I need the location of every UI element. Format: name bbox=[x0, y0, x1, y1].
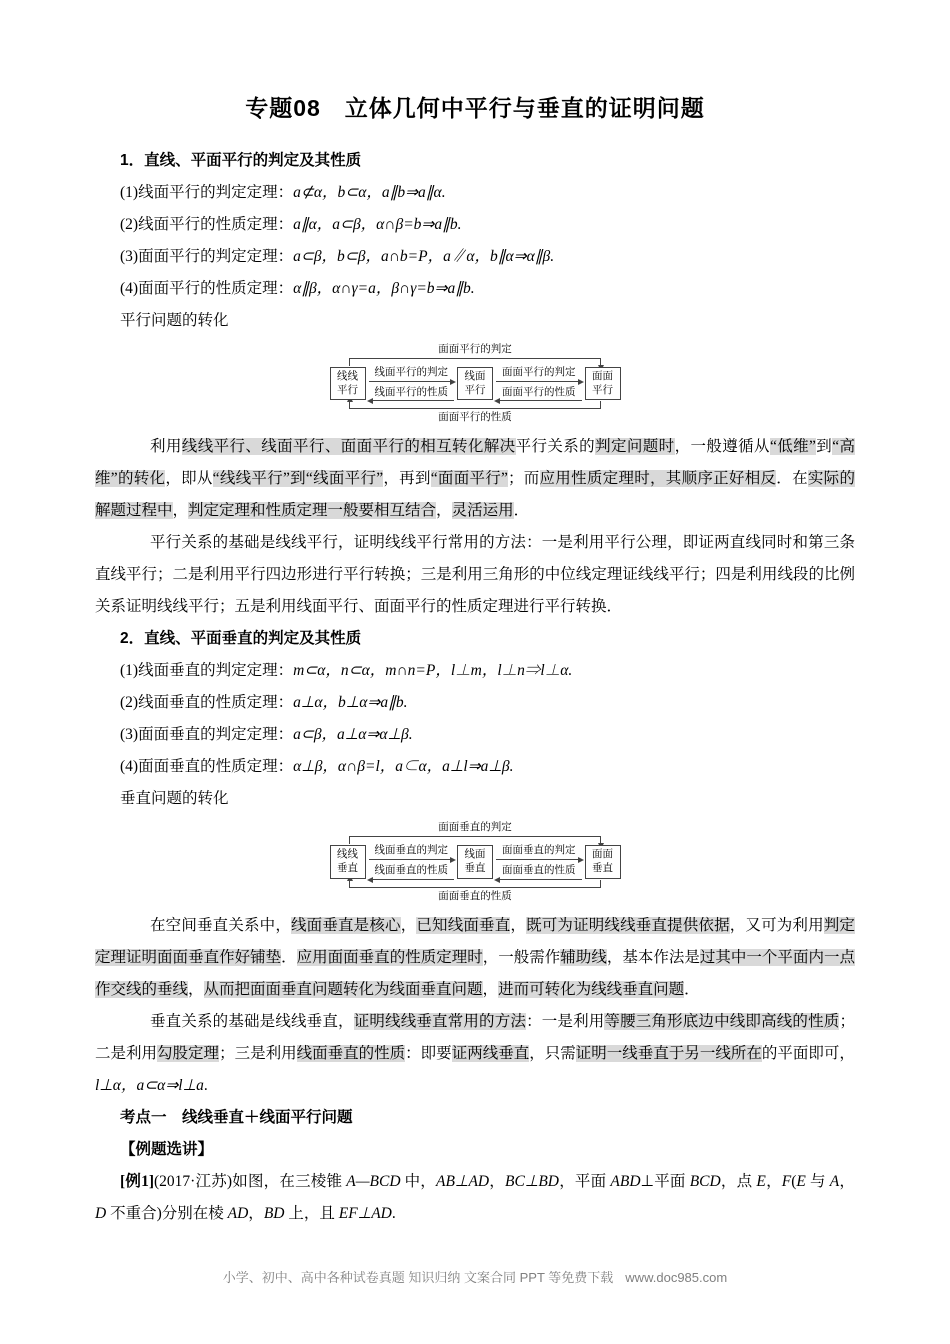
text-segment: 实际的解题过程中 bbox=[95, 470, 855, 520]
text-segment: 平行关系的基础是线线平行，证明线线平行常用的方法：一是利用平行公理，即证两直线同时和第三条直线平行；二是利用平行四边形进行平行转换；三是利用三角形的中位线定理证线线平行；四是利用线段的比例关系证明线线平行；五是利用线面平行、面面平行的性质定理进行平行转换． bbox=[95, 534, 855, 616]
text-segment: 进而可转化为线线垂直问题 bbox=[498, 980, 685, 998]
section1-heading: 1．直线、平面平行的判定及其性质 bbox=[120, 152, 362, 169]
diagram-arrow-label: 面面垂直的判定 bbox=[496, 844, 582, 860]
theorem-item-4 bbox=[120, 273, 855, 305]
text-segment: 过其中一个平面内一点作交线的垂线 bbox=[95, 948, 855, 998]
theorem-formula: α⊥β，α∩β=l，a⊂α，a⊥l⇒a⊥β. bbox=[293, 758, 514, 776]
text-segment: 应用面面垂直的性质定理时 bbox=[296, 948, 483, 966]
text-segment: ， bbox=[400, 916, 417, 934]
page-footer bbox=[0, 1267, 950, 1286]
parallel-methods-paragraph bbox=[95, 527, 855, 623]
text-segment: 判定问题时 bbox=[595, 438, 675, 456]
text-segment: ， bbox=[188, 980, 204, 998]
text-segment: . bbox=[203, 1076, 208, 1094]
diagram-mid-group bbox=[369, 366, 455, 401]
text-segment: ，只需 bbox=[529, 1044, 576, 1062]
perpendicular-methods-paragraph bbox=[95, 1006, 855, 1102]
diagram-top-label: 面面垂直的判定 bbox=[438, 821, 512, 834]
page-title: 专题08 立体几何中平行与垂直的证明问题 bbox=[245, 95, 705, 121]
text-segment: 在空间垂直关系中， bbox=[150, 916, 292, 934]
text-segment: ，平面 bbox=[559, 1172, 611, 1190]
text-segment: ， bbox=[489, 1172, 506, 1190]
text-segment: 利用 bbox=[150, 438, 182, 456]
text-segment: ；二是利用 bbox=[95, 1012, 855, 1062]
text-segment: 应用性质定理时，其顺序正好相反 bbox=[539, 470, 777, 488]
text-segment: ， bbox=[839, 1172, 855, 1190]
text-segment: 线面垂直是核心 bbox=[291, 916, 401, 934]
math-expression: EF⊥AD bbox=[338, 1204, 392, 1222]
theorem-item-4 bbox=[120, 751, 855, 783]
theorem-item-1 bbox=[120, 177, 855, 209]
perpendicular-conversion-diagram bbox=[325, 820, 625, 903]
theorem-item-1 bbox=[120, 655, 855, 687]
diagram-top-label: 面面平行的判定 bbox=[438, 343, 512, 355]
math-expression: ABD bbox=[610, 1172, 641, 1190]
text-segment: 等腰三角形底边中线即高线的性质 bbox=[604, 1012, 840, 1030]
text-segment: ，即从 bbox=[165, 470, 213, 488]
text-segment: ⊥平面 bbox=[640, 1172, 690, 1190]
theorem-item-3 bbox=[120, 719, 855, 751]
text-segment: ， bbox=[765, 1172, 782, 1190]
diagram-bottom-arrow bbox=[349, 880, 601, 888]
text-segment: 证明面面垂直作好铺垫 bbox=[126, 948, 282, 966]
text-segment: (2017·江苏)如图，在三棱锥 bbox=[153, 1172, 347, 1190]
math-expression: E bbox=[796, 1172, 806, 1190]
footer-url: www.doc985.com bbox=[625, 1270, 728, 1285]
text-segment: ，再到 bbox=[383, 470, 431, 488]
theorem-item-2 bbox=[120, 687, 855, 719]
math-expression: AB⊥AD bbox=[436, 1172, 490, 1190]
text-segment: 证两线垂直 bbox=[451, 1044, 530, 1062]
text-segment: ，一般遵循从 bbox=[674, 438, 770, 456]
text-segment: 证明线线垂直常用的方法 bbox=[353, 1012, 527, 1030]
text-segment: 判定定理和性质定理一般要相互结合 bbox=[188, 502, 437, 520]
text-segment: . bbox=[391, 1204, 396, 1222]
text-segment: ． bbox=[513, 502, 530, 520]
text-segment: 线线平行、线面平行、面面平行的相互转化解决 bbox=[181, 438, 516, 456]
text-segment: ；三是利用 bbox=[219, 1044, 297, 1062]
text-segment: 灵活运用 bbox=[451, 502, 514, 520]
theorem-formula: a⊥α，b⊥α⇒a∥b. bbox=[293, 694, 408, 712]
theorem-label: (4)面面平行的性质定理： bbox=[120, 280, 294, 297]
section2-heading: 2．直线、平面垂直的判定及其性质 bbox=[120, 630, 362, 648]
text-segment: 到 bbox=[815, 438, 833, 456]
text-segment: 辅助线 bbox=[560, 948, 607, 966]
text-segment: 中， bbox=[400, 1172, 436, 1190]
text-segment: ：一是利用 bbox=[526, 1012, 605, 1030]
theorem-formula: a∥α，a⊂β，α∩β=b⇒a∥b. bbox=[293, 216, 462, 233]
text-segment: ，基本作法是 bbox=[606, 948, 700, 966]
diagram-arrow-label: 线面垂直的判定 bbox=[369, 844, 455, 860]
theorem-formula: m⊂α，n⊂α，m∩n=P，l⊥m，l⊥n⇒l⊥α. bbox=[293, 662, 573, 680]
text-segment: 既可为证明线线垂直提供依据 bbox=[526, 916, 730, 934]
text-segment: ( bbox=[791, 1172, 797, 1190]
text-segment: 上，且 bbox=[284, 1204, 339, 1222]
theorem-formula: a⊄α，b⊂α，a∥b⇒a∥α. bbox=[293, 184, 446, 201]
theorem-label: (3)面面平行的判定定理： bbox=[120, 248, 294, 265]
text-segment: ， bbox=[172, 502, 189, 520]
math-expression: D bbox=[95, 1204, 107, 1222]
diagram-arrow-label: 面面垂直的性质 bbox=[496, 864, 582, 880]
diagram-bottom-arrow bbox=[349, 401, 601, 409]
diagram-box-line-plane: 线面平行 bbox=[457, 367, 493, 400]
diagram-arrow-label: 面面平行的判定 bbox=[496, 366, 582, 382]
text-segment: 勾股定理 bbox=[157, 1044, 220, 1062]
perpendicular-note-paragraph bbox=[95, 910, 855, 1006]
text-segment: 平行关系的 bbox=[515, 438, 596, 456]
math-expression: BCD bbox=[689, 1172, 721, 1190]
math-expression: A bbox=[829, 1172, 840, 1190]
diagram-mid-group bbox=[496, 366, 582, 401]
theorem-formula: a⊂β，b⊂β，a∩b=P，a∥α，b∥α⇒α∥β. bbox=[293, 248, 555, 265]
diagram-mid-group bbox=[496, 844, 582, 879]
math-expression: BD bbox=[263, 1204, 285, 1222]
text-segment: ， bbox=[510, 916, 527, 934]
text-segment: 从而把面面垂直问题转化为线面垂直问题 bbox=[203, 980, 483, 998]
math-expression: AD bbox=[227, 1204, 249, 1222]
parallel-transition-label: 平行问题的转化 bbox=[120, 312, 229, 329]
theorem-label: (4)面面垂直的性质定理： bbox=[120, 758, 294, 776]
footer-text: 小学、初中、高中各种试卷真题 知识归纳 文案合同 PPT 等免费下载 bbox=[222, 1270, 614, 1285]
math-expression: A—BCD bbox=[346, 1172, 401, 1190]
exam-point-heading: 考点一 线线垂直＋线面平行问题 bbox=[120, 1108, 353, 1126]
text-segment: 的平面即可， bbox=[761, 1044, 855, 1062]
theorem-formula: a⊂β，a⊥α⇒α⊥β. bbox=[293, 726, 413, 744]
text-segment: ． bbox=[684, 980, 700, 998]
diagram-box-line-plane: 线面垂直 bbox=[457, 845, 493, 878]
diagram-arrow-label: 线面平行的性质 bbox=[369, 386, 455, 402]
theorem-label: (1)线面平行的判定定理： bbox=[120, 184, 294, 201]
text-segment: [例1] bbox=[120, 1172, 154, 1190]
diagram-box-line-line: 线线垂直 bbox=[330, 845, 366, 878]
text-segment: “线线平行”到“线面平行” bbox=[212, 470, 384, 488]
diagram-row bbox=[325, 844, 625, 879]
theorem-label: (3)面面垂直的判定定理： bbox=[120, 726, 294, 744]
text-segment: 垂直关系的基础是线线垂直， bbox=[150, 1012, 354, 1030]
math-expression: F bbox=[781, 1172, 792, 1190]
document-content bbox=[95, 145, 855, 1230]
diagram-bottom-label: 面面平行的性质 bbox=[438, 411, 512, 424]
text-segment: 证明一线垂直于另一线所在 bbox=[575, 1044, 762, 1062]
theorem-label: (1)线面垂直的判定定理： bbox=[120, 662, 294, 680]
text-segment: ， bbox=[436, 502, 452, 520]
parallel-note-paragraph bbox=[95, 431, 855, 527]
diagram-box-line-line: 线线平行 bbox=[330, 367, 366, 400]
perpendicular-transition-label: 垂直问题的转化 bbox=[120, 790, 229, 808]
diagram-arrow-label: 线面垂直的性质 bbox=[369, 864, 455, 880]
text-segment: 与 bbox=[805, 1172, 830, 1190]
math-expression: BC⊥BD bbox=[505, 1172, 559, 1190]
diagram-mid-group bbox=[369, 844, 455, 879]
diagram-box-plane-plane: 面面平行 bbox=[585, 367, 621, 400]
diagram-top-arrow bbox=[349, 358, 601, 366]
example-selection-heading: 【例题选讲】 bbox=[120, 1140, 214, 1158]
text-segment: ． bbox=[281, 948, 297, 966]
theorem-label: (2)线面垂直的性质定理： bbox=[120, 694, 294, 712]
diagram-bottom-label: 面面垂直的性质 bbox=[438, 889, 512, 902]
example1-paragraph bbox=[95, 1166, 855, 1230]
math-expression: l⊥α，a⊂α⇒l⊥a bbox=[95, 1076, 204, 1094]
text-segment: ．在 bbox=[776, 470, 808, 488]
theorem-formula: α∥β，α∩γ=a，β∩γ=b⇒a∥b. bbox=[293, 280, 475, 297]
diagram-box-plane-plane: 面面垂直 bbox=[585, 845, 621, 878]
text-segment: 不重合)分别在棱 bbox=[106, 1204, 228, 1222]
text-segment: 已知线面垂直 bbox=[416, 916, 511, 934]
theorem-item-2 bbox=[120, 209, 855, 241]
text-segment: ，一般需作 bbox=[482, 948, 561, 966]
text-segment: ，点 bbox=[720, 1172, 757, 1190]
text-segment: ，又可为利用 bbox=[729, 916, 824, 934]
math-expression: E bbox=[756, 1172, 766, 1190]
text-segment: ；而 bbox=[507, 470, 540, 488]
text-segment: ， bbox=[482, 980, 499, 998]
theorem-label: (2)线面平行的性质定理： bbox=[120, 216, 294, 233]
text-segment: 判定定理 bbox=[95, 916, 855, 966]
parallel-conversion-diagram bbox=[325, 342, 625, 425]
diagram-row bbox=[325, 366, 625, 401]
theorem-item-3 bbox=[120, 241, 855, 273]
text-segment: ：即要 bbox=[405, 1044, 452, 1062]
diagram-arrow-label: 线面平行的判定 bbox=[369, 366, 455, 382]
text-segment: “高维”的转化 bbox=[95, 438, 855, 488]
text-segment: ， bbox=[248, 1204, 264, 1222]
text-segment: 线面垂直的性质 bbox=[296, 1044, 406, 1062]
diagram-arrow-label: 面面平行的性质 bbox=[496, 386, 582, 402]
text-segment: “面面平行” bbox=[430, 470, 508, 488]
text-segment: “低维” bbox=[769, 438, 816, 456]
